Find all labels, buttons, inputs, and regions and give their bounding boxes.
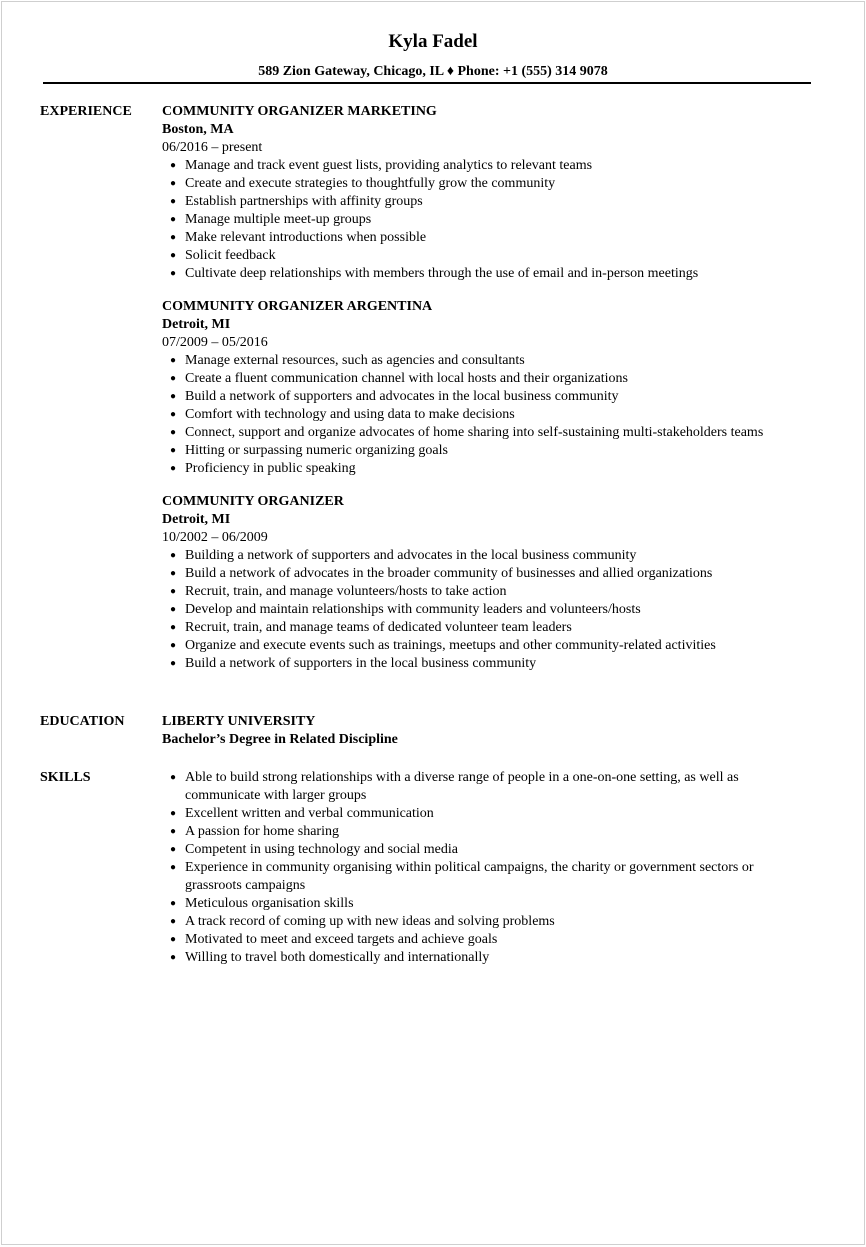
bullet-icon: ● (169, 196, 177, 207)
job-location: Boston, MA (162, 122, 234, 137)
list-item (162, 823, 802, 841)
school-name: LIBERTY UNIVERSITY (162, 714, 316, 729)
list-item (162, 949, 802, 967)
job-entry (162, 103, 822, 283)
list-item (162, 637, 822, 655)
list-item (162, 406, 822, 424)
job-title: COMMUNITY ORGANIZER ARGENTINA (162, 299, 433, 314)
list-item-text: Willing to travel both domestically and internationally (185, 950, 490, 965)
job-dates: 06/2016 – present (162, 140, 263, 155)
list-item (162, 460, 822, 478)
list-item-text: Establish partnerships with affinity groups (185, 194, 423, 209)
list-item-text: Develop and maintain relationships with community leaders and volunteers/hosts (185, 602, 641, 617)
list-item-text: Build a network of supporters in the local business community (185, 656, 537, 671)
job-bullets (162, 157, 822, 283)
bullet-icon: ● (169, 844, 177, 855)
bullet-icon: ● (169, 604, 177, 615)
bullet-icon: ● (169, 622, 177, 633)
list-item-text: Experience in community organising within political campaigns, the charity or government sectors or grassroots campaigns (185, 860, 754, 893)
bullet-icon: ● (169, 427, 177, 438)
list-item (162, 805, 802, 823)
bullet-icon: ● (169, 373, 177, 384)
bullet-icon: ● (169, 586, 177, 597)
list-item-text: Competent in using technology and social media (185, 842, 458, 857)
job-location: Detroit, MI (162, 317, 231, 332)
list-item (162, 370, 822, 388)
list-item (162, 352, 822, 370)
bullet-icon: ● (169, 550, 177, 561)
list-item (162, 229, 822, 247)
bullet-icon: ● (169, 898, 177, 909)
contact-line: 589 Zion Gateway, Chicago, IL ♦ Phone: +1 (555) 314 9078 (258, 64, 608, 79)
list-item-text: Comfort with technology and using data to make decisions (185, 407, 515, 422)
bullet-icon: ● (169, 934, 177, 945)
job-dates: 07/2009 – 05/2016 (162, 335, 268, 350)
job-location: Detroit, MI (162, 512, 231, 527)
list-item-text: Manage multiple meet-up groups (185, 212, 372, 227)
list-item-text: Build a network of advocates in the broader community of businesses and allied organizations (185, 566, 713, 581)
bullet-icon: ● (169, 658, 177, 669)
list-item-text: Meticulous organisation skills (185, 896, 354, 911)
list-item-text: Recruit, train, and manage volunteers/hosts to take action (185, 584, 507, 599)
resume-page (1, 1, 865, 1245)
job-entry (162, 493, 822, 673)
list-item (162, 913, 802, 931)
list-item (162, 583, 822, 601)
skills-body (162, 769, 802, 967)
list-item-text: Hitting or surpassing numeric organizing goals (185, 443, 448, 458)
bullet-icon: ● (169, 568, 177, 579)
list-item-text: A track record of coming up with new ideas and solving problems (185, 914, 555, 929)
bullet-icon: ● (169, 916, 177, 927)
education-body (162, 713, 822, 749)
bullet-icon: ● (169, 445, 177, 456)
bullet-icon: ● (169, 640, 177, 651)
list-item-text: Building a network of supporters and advocates in the local business community (185, 548, 637, 563)
bullet-icon: ● (169, 409, 177, 420)
experience-label: EXPERIENCE (40, 104, 132, 119)
list-item (162, 859, 802, 895)
list-item (162, 547, 822, 565)
list-item (162, 565, 822, 583)
bullet-icon: ● (169, 268, 177, 279)
list-item-text: Able to build strong relationships with a diverse range of people in a one-on-one setting, as well as communicate with larger groups (185, 770, 739, 803)
list-item (162, 442, 822, 460)
list-item-text: Create a fluent communication channel with local hosts and their organizations (185, 371, 628, 386)
bullet-icon: ● (169, 250, 177, 261)
list-item (162, 157, 822, 175)
list-item (162, 193, 822, 211)
list-item-text: Motivated to meet and exceed targets and achieve goals (185, 932, 498, 947)
list-item (162, 769, 802, 805)
list-item (162, 175, 822, 193)
header-divider (43, 82, 811, 84)
list-item (162, 211, 822, 229)
job-bullets (162, 352, 822, 478)
degree: Bachelor’s Degree in Related Discipline (162, 732, 398, 747)
list-item-text: Manage external resources, such as agencies and consultants (185, 353, 525, 368)
list-item (162, 895, 802, 913)
job-dates: 10/2002 – 06/2009 (162, 530, 268, 545)
experience-body (162, 103, 822, 673)
bullet-icon: ● (169, 232, 177, 243)
job-title: COMMUNITY ORGANIZER (162, 494, 344, 509)
candidate-name: Kyla Fadel (388, 31, 478, 52)
bullet-icon: ● (169, 808, 177, 819)
bullet-icon: ● (169, 772, 177, 783)
bullet-icon: ● (169, 214, 177, 225)
list-item (162, 601, 822, 619)
list-item-text: Proficiency in public speaking (185, 461, 356, 476)
list-item-text: Excellent written and verbal communication (185, 806, 434, 821)
list-item (162, 265, 822, 283)
list-item-text: Cultivate deep relationships with members through the use of email and in-person meetings (185, 266, 699, 281)
bullet-icon: ● (169, 862, 177, 873)
education-label: EDUCATION (40, 714, 125, 729)
job-bullets (162, 547, 822, 673)
list-item-text: Organize and execute events such as trainings, meetups and other community-related activities (185, 638, 716, 653)
job-entry (162, 298, 822, 478)
bullet-icon: ● (169, 391, 177, 402)
list-item-text: Create and execute strategies to thoughtfully grow the community (185, 176, 556, 191)
list-item-text: Make relevant introductions when possible (185, 230, 427, 245)
list-item (162, 619, 822, 637)
list-item-text: Connect, support and organize advocates of home sharing into self-sustaining multi-stakeholders teams (185, 425, 764, 440)
skills-label: SKILLS (40, 770, 91, 785)
job-title: COMMUNITY ORGANIZER MARKETING (162, 104, 437, 119)
list-item (162, 931, 802, 949)
list-item-text: A passion for home sharing (185, 824, 339, 839)
list-item-text: Recruit, train, and manage teams of dedicated volunteer team leaders (185, 620, 572, 635)
skills-list (162, 769, 802, 967)
list-item (162, 655, 822, 673)
list-item-text: Manage and track event guest lists, providing analytics to relevant teams (185, 158, 593, 173)
list-item (162, 388, 822, 406)
list-item (162, 424, 822, 442)
bullet-icon: ● (169, 355, 177, 366)
bullet-icon: ● (169, 826, 177, 837)
bullet-icon: ● (169, 178, 177, 189)
bullet-icon: ● (169, 160, 177, 171)
list-item (162, 841, 802, 859)
bullet-icon: ● (169, 463, 177, 474)
list-item-text: Solicit feedback (185, 248, 276, 263)
list-item (162, 247, 822, 265)
list-item-text: Build a network of supporters and advocates in the local business community (185, 389, 619, 404)
bullet-icon: ● (169, 952, 177, 963)
